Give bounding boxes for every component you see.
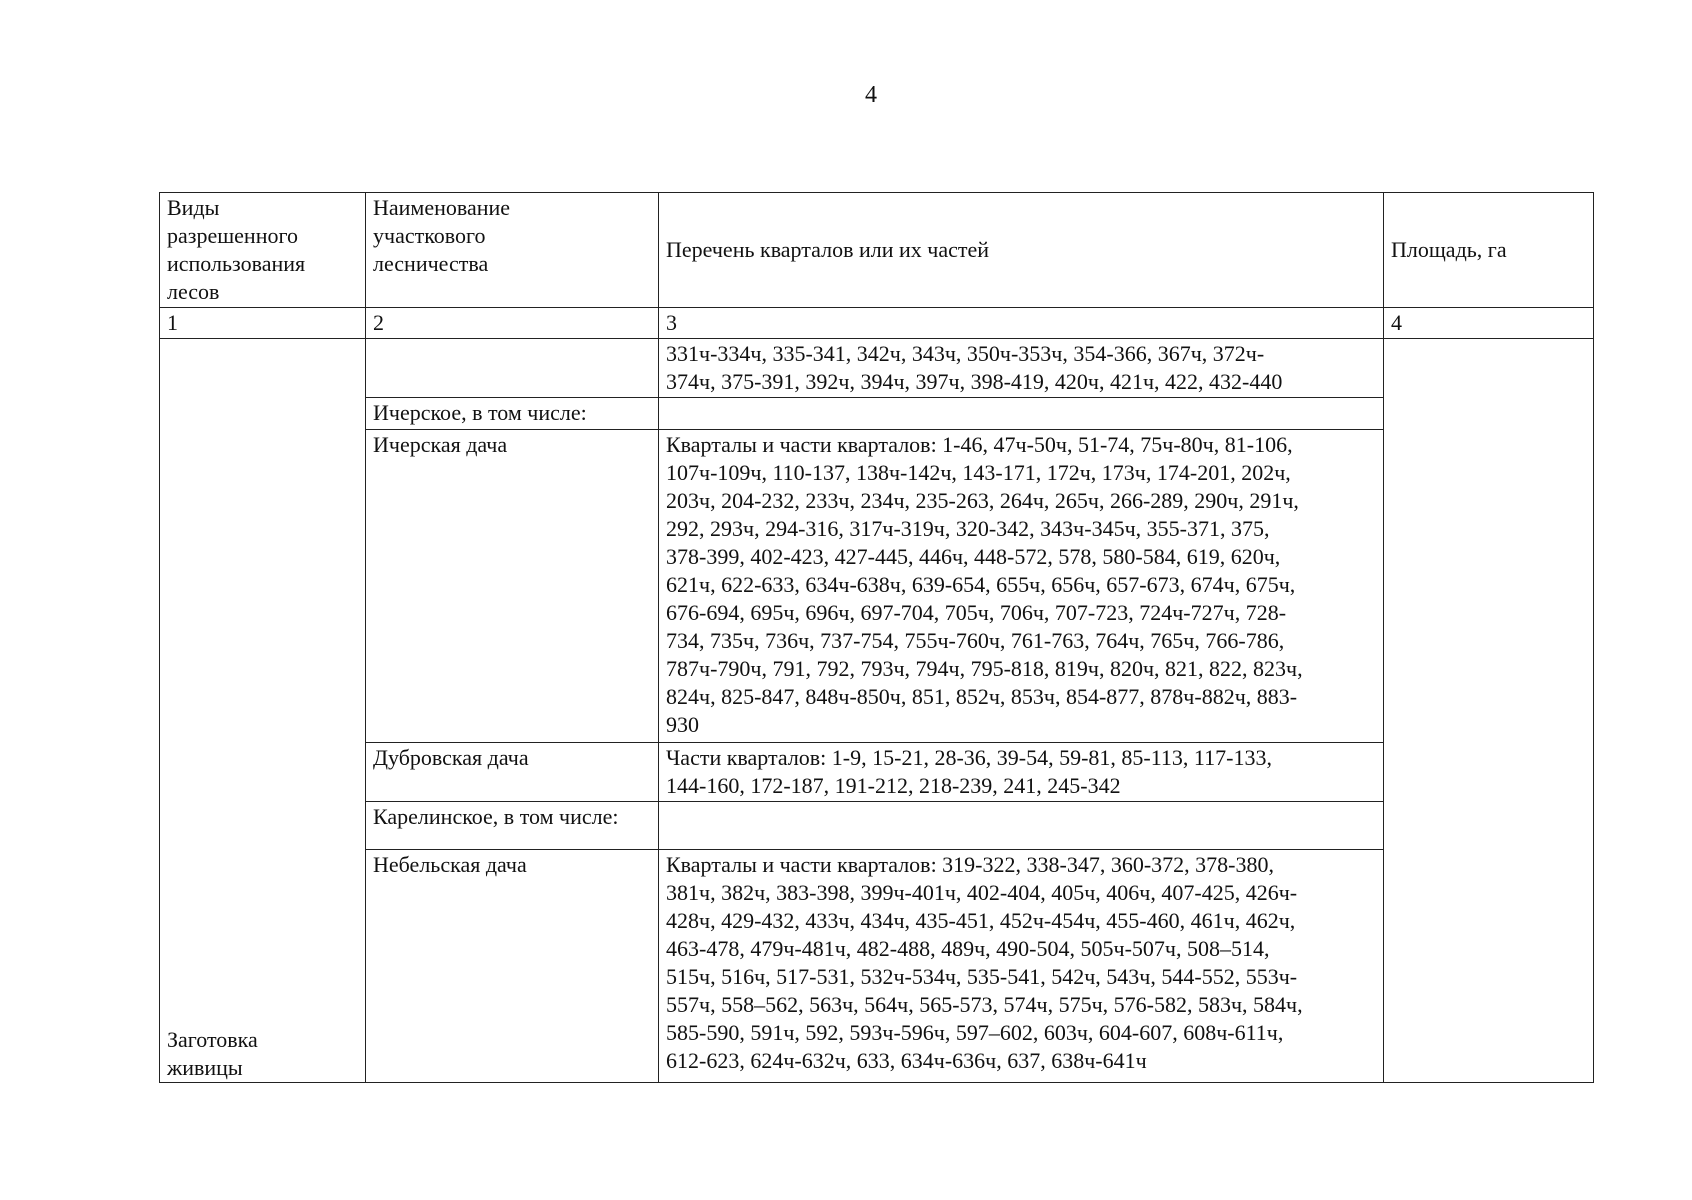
forest-quarters-table <box>159 192 1594 1083</box>
quarters-cell: 331ч-334ч, 335-341, 342ч, 343ч, 350ч-353ч, 354-366, 367ч, 372ч- 374ч, 375-391, 392ч, 394ч, 397ч, 398-419, 420ч, 421ч, 422, 432-440 <box>659 339 1384 398</box>
table-row <box>160 339 1594 398</box>
forestry-cell: Ичерское, в том числе: <box>366 398 659 430</box>
header-forestry-name: Наименование участкового лесничества <box>366 193 659 308</box>
forestry-cell: Небельская дача <box>366 850 659 1083</box>
header-usage-type: Виды разрешенного использования лесов <box>160 193 366 308</box>
table-row <box>160 850 1594 1083</box>
column-number-2: 2 <box>366 308 659 339</box>
column-number-3: 3 <box>659 308 1384 339</box>
column-number-row <box>160 308 1594 339</box>
quarters-cell: Части кварталов: 1-9, 15-21, 28-36, 39-54, 59-81, 85-113, 117-133, 144-160, 172-187, 191-212, 218-239, 241, 245-342 <box>659 743 1384 802</box>
table-row <box>160 802 1594 850</box>
header-quarters-list: Перечень кварталов или их частей <box>659 193 1384 308</box>
forestry-cell: Ичерская дача <box>366 430 659 743</box>
forestry-cell <box>366 339 659 398</box>
quarters-cell <box>659 398 1384 430</box>
page-number: 4 <box>865 82 877 108</box>
quarters-cell <box>659 802 1384 850</box>
table-row <box>160 743 1594 802</box>
column-number-1: 1 <box>160 308 366 339</box>
table-row <box>160 430 1594 743</box>
table-row <box>160 398 1594 430</box>
column-number-4: 4 <box>1384 308 1594 339</box>
usage-type-cell: Заготовка живицы <box>160 339 366 1083</box>
header-area: Площадь, га <box>1384 193 1594 308</box>
area-cell <box>1384 339 1594 1083</box>
forestry-cell: Карелинское, в том числе: <box>366 802 659 850</box>
forestry-cell: Дубровская дача <box>366 743 659 802</box>
quarters-cell: Кварталы и части кварталов: 1-46, 47ч-50ч, 51-74, 75ч-80ч, 81-106, 107ч-109ч, 110-137, 138ч-142ч, 143-171, 172ч, 173ч, 174-201, 202ч, 203ч, 204-232, 233ч, 234ч, 235-263, 264ч, 265ч, 266-289, 290ч, 291ч, 292, 293ч, 294-316, 317ч-319ч, 320-342, 343ч-345ч, 355-371, 375, 378-399, 402-423, 427-445, 446ч, 448-572, 578, 580-584, 619, 620ч, 621ч, 622-633, 634ч-638ч, 639-654, 655ч, 656ч, 657-673, 674ч, 675ч, 676-694, 695ч, 696ч, 697-704, 705ч, 706ч, 707-723, 724ч-727ч, 728- 734, 735ч, 736ч, 737-754, 755ч-760ч, 761-763, 764ч, 765ч, 766-786, 787ч-790ч, 791, 792, 793ч, 794ч, 795-818, 819ч, 820ч, 821, 822, 823ч, 824ч, 825-847, 848ч-850ч, 851, 852ч, 853ч, 854-877, 878ч-882ч, 883- 930 <box>659 430 1384 743</box>
table-header-row <box>160 193 1594 308</box>
quarters-cell: Кварталы и части кварталов: 319-322, 338-347, 360-372, 378-380, 381ч, 382ч, 383-398, 399ч-401ч, 402-404, 405ч, 406ч, 407-425, 426ч- 428ч, 429-432, 433ч, 434ч, 435-451, 452ч-454ч, 455-460, 461ч, 462ч, 463-478, 479ч-481ч, 482-488, 489ч, 490-504, 505ч-507ч, 508–514, 515ч, 516ч, 517-531, 532ч-534ч, 535-541, 542ч, 543ч, 544-552, 553ч- 557ч, 558–562, 563ч, 564ч, 565-573, 574ч, 575ч, 576-582, 583ч, 584ч, 585-590, 591ч, 592, 593ч-596ч, 597–602, 603ч, 604-607, 608ч-611ч, 612-623, 624ч-632ч, 633, 634ч-636ч, 637, 638ч-641ч <box>659 850 1384 1083</box>
